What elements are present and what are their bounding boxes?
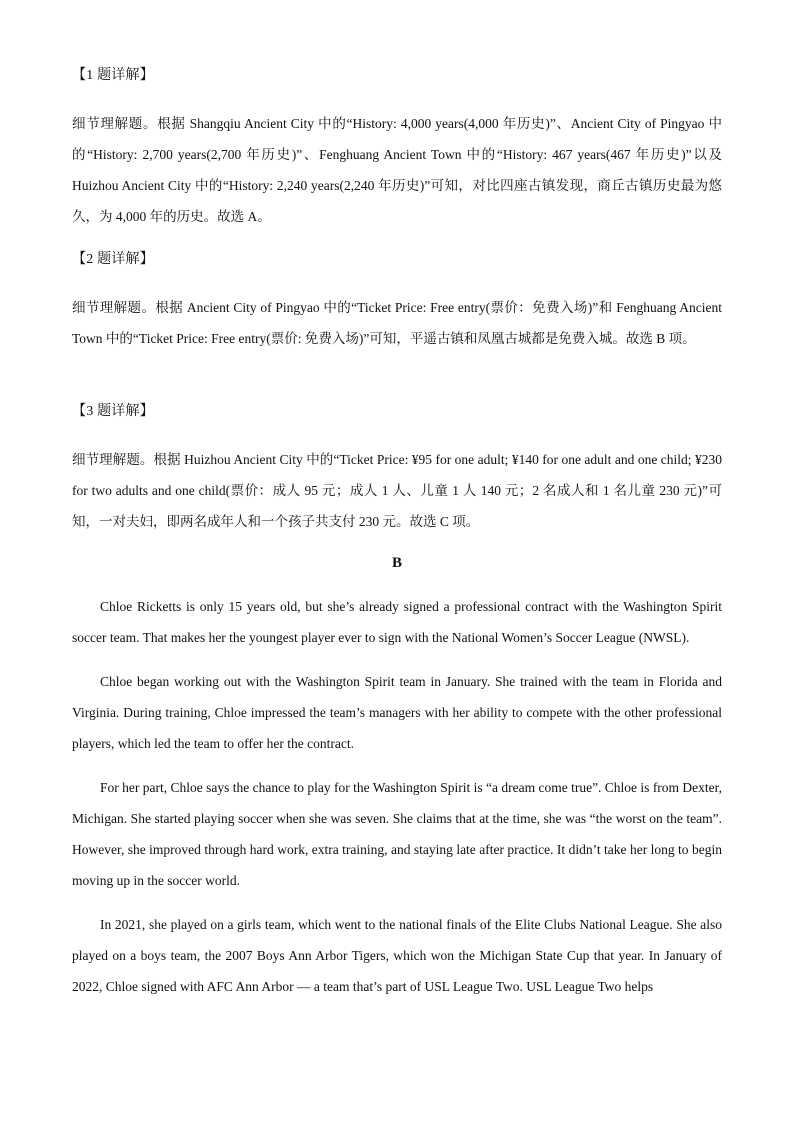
reading-passage [72, 591, 722, 1002]
answer-section-1 [72, 66, 722, 232]
answer-section-2 [72, 250, 722, 354]
part-title: B [391, 555, 402, 571]
passage-paragraph: In 2021, she played on a girls team, which went to the national finals of the Elite Clubs National League. She also played on a boys team, the 2007 Boys Ann Arbor Tigers, which won the Michigan State Cup that year. In January of 2022, Chloe signed with AFC Ann Arbor — a team that’s part of USL League Two. USL League Two helps [72, 917, 722, 994]
section-explanation: 细节理解题。根据 Shangqiu Ancient City 中的“History: 4,000 years(4,000 年历史)”、Ancient City of Pingyao 中的“History: 2,700 years(2,700 年历史)”、Fenghuang Ancient Town 中的“History: 467 years(467 年历史)”以及 Huizhou Ancient City 中的“History: 2,240 years(2,240 年历史)”可知，对比四座古镇发现，商丘古镇历史最为悠久，为 4,000 年的历史。故选 A。 [72, 116, 722, 224]
section-heading: 【2 题详解】 [72, 252, 154, 267]
section-heading: 【3 题详解】 [72, 404, 154, 419]
passage-paragraph: For her part, Chloe says the chance to play for the Washington Spirit is “a dream come true”. Chloe is from Dexter, Michigan. She started playing soccer when she was seven. She claims that at the time, she was “the worst on the team”. However, she improved through hard work, extra training, and staying late after practice. It didn’t take her long to begin moving up in the soccer world. [72, 780, 722, 888]
section-explanation: 细节理解题。根据 Huizhou Ancient City 中的“Ticket Price: ¥95 for one adult; ¥140 for one adult and one child; ¥230 for two adults and one child(票价：成人 95 元；成人 1 人、儿童 1 人 140 元；2 名成人和 1 名儿童 230 元)”可知，一对夫妇，即两名成年人和一个孩子共支付 230 元。故选 C 项。 [72, 452, 722, 529]
passage-paragraph: Chloe began working out with the Washington Spirit team in January. She trained with the team in Florida and Virginia. During training, Chloe impressed the team’s managers with her ability to compete with the other professional players, which led the team to offer her the contract. [72, 674, 722, 751]
section-explanation: 细节理解题。根据 Ancient City of Pingyao 中的“Ticket Price: Free entry(票价：免费入场)”和 Fenghuang Ancient Town 中的“Ticket Price: Free entry(票价: 免费入场)”可知，平遥古镇和凤凰古城都是免费入城。故选 B 项。 [72, 300, 722, 346]
passage-paragraph: Chloe Ricketts is only 15 years old, but she’s already signed a professional contract with the Washington Spirit soccer team. That makes her the youngest player ever to sign with the National Women’s Soccer League (NWSL). [72, 599, 722, 645]
answer-section-3 [72, 402, 722, 537]
section-heading: 【1 题详解】 [72, 68, 154, 83]
